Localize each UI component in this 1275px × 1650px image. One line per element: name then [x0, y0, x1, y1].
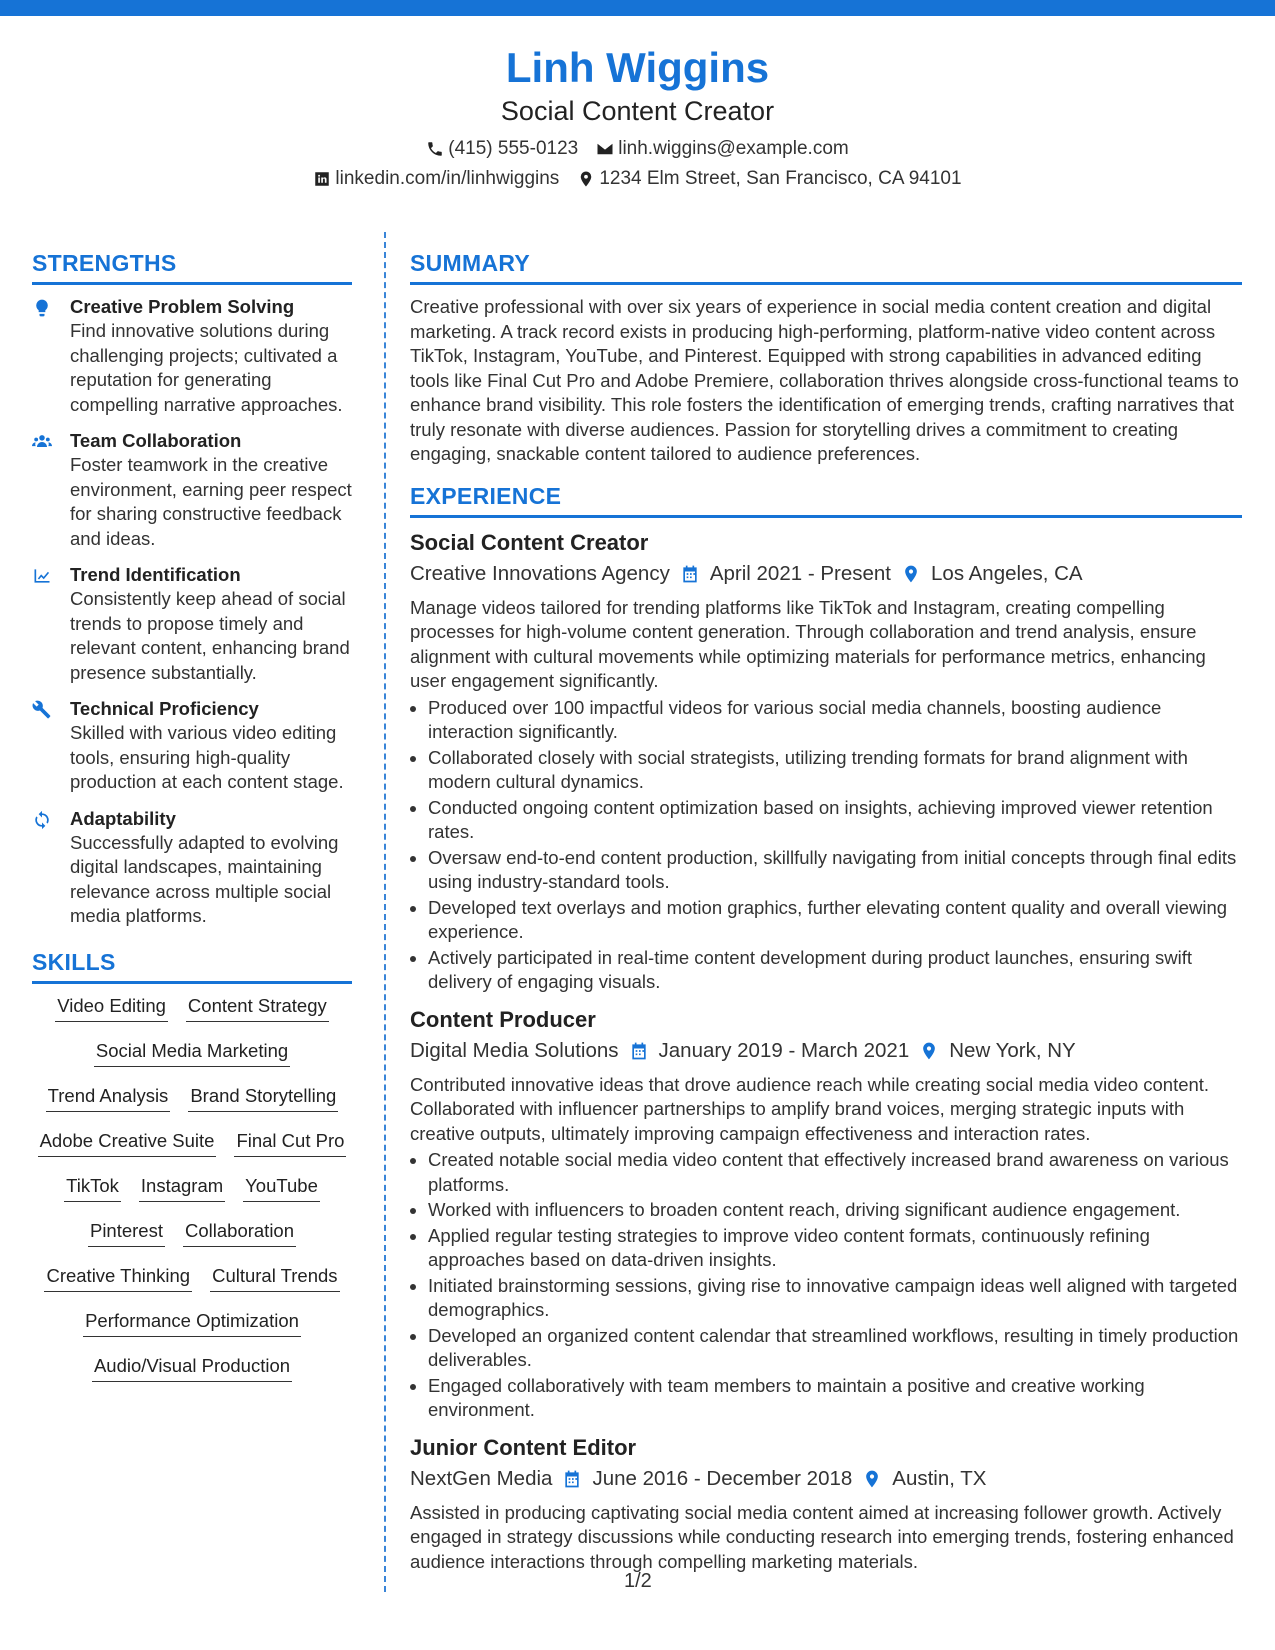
- lightbulb-icon: [32, 298, 52, 318]
- job-location: Austin, TX: [892, 1466, 987, 1490]
- calendar-icon: [562, 1469, 582, 1489]
- skills-heading: SKILLS: [32, 947, 352, 984]
- skill-tag: Social Media Marketing: [94, 1039, 290, 1067]
- bullet-item: • Worked with influencers to broaden content reach, driving significant audience engagement.: [428, 1198, 1242, 1223]
- skill-row: [32, 1039, 352, 1084]
- job-meta: [410, 1035, 1242, 1067]
- skill-tag: Collaboration: [183, 1219, 296, 1247]
- bullet-item: • Engaged collaboratively with team members to maintain a positive and creative working environment.: [428, 1374, 1242, 1423]
- job-entry: [410, 528, 1242, 995]
- bullet-item: • Conducted ongoing content optimization based on insights, achieving improved viewer retention rates.: [428, 796, 1242, 845]
- bullet-item: • Initiated brainstorming sessions, giving rise to innovative campaign ideas well aligned with targeted demographics.: [428, 1274, 1242, 1323]
- linkedin-item[interactable]: [313, 164, 559, 194]
- summary-heading: SUMMARY: [410, 248, 1242, 285]
- page-number: 1/2: [624, 1570, 652, 1592]
- skill-row: [32, 1084, 352, 1129]
- strengths-heading: STRENGTHS: [32, 248, 352, 285]
- phone-icon: [426, 140, 444, 158]
- bullet-item: • Developed an organized content calendar that streamlined workflows, resulting in timely production deliverables.: [428, 1324, 1242, 1373]
- skills-list: [32, 994, 352, 1399]
- map-pin-icon: [919, 1041, 939, 1061]
- strength-desc: Successfully adapted to evolving digital landscapes, maintaining relevance across multiple social media platforms.: [70, 831, 339, 926]
- strength-title: Team Collaboration: [70, 430, 242, 451]
- job-location: New York, NY: [949, 1038, 1076, 1062]
- skill-tag: Trend Analysis: [46, 1084, 171, 1112]
- left-column: [32, 248, 352, 1399]
- calendar-icon: [680, 564, 700, 584]
- strength-title: Technical Proficiency: [70, 698, 259, 719]
- skill-row: [32, 1219, 352, 1264]
- job-description: Contributed innovative ideas that drove audience reach while creating social media video content. Collaborated with influencer partnerships to amplify brand voices, merging strategic inputs with creative outputs, ultimately improving campaign effectiveness and interaction rates.: [410, 1073, 1210, 1144]
- job-dates: April 2021 - Present: [709, 561, 892, 585]
- contact-row-1: [0, 134, 1275, 164]
- experience-heading: EXPERIENCE: [410, 481, 1242, 518]
- bullet-item: • Actively participated in real-time content development during product launches, ensuring swift delivery of engaging visuals.: [428, 946, 1242, 995]
- linkedin-link[interactable]: linkedin.com/in/linhwiggins: [335, 168, 560, 189]
- job-dates: June 2016 - December 2018: [592, 1466, 853, 1490]
- map-pin-icon: [862, 1469, 882, 1489]
- job-description: Assisted in producing captivating social media content aimed at increasing follower growth. Actively engaged in strategy discussions while conducting research into emerging trends, fostering enhanced audience interactions through compelling marketing materials.: [410, 1501, 1234, 1572]
- column-divider: [384, 232, 386, 1592]
- skill-tag: Video Editing: [55, 994, 168, 1022]
- skill-row: [32, 1129, 352, 1174]
- skill-tag: Instagram: [139, 1174, 225, 1202]
- skill-tag: Pinterest: [88, 1219, 165, 1247]
- job-title: Junior Content Editor: [410, 1434, 637, 1460]
- job-company: Creative Innovations Agency: [410, 561, 670, 585]
- map-pin-icon: [901, 564, 921, 584]
- job-meta: [410, 558, 1242, 590]
- skill-tag: Brand Storytelling: [188, 1084, 338, 1112]
- skill-tag: Adobe Creative Suite: [38, 1129, 217, 1157]
- contact-row-2: [0, 164, 1275, 194]
- strength-item: [32, 807, 352, 929]
- bullet-item: • Collaborated closely with social strategists, utilizing trending formats for brand alignment with modern cultural dynamics.: [428, 746, 1242, 795]
- strength-item: [32, 563, 352, 685]
- candidate-role: Social Content Creator: [500, 96, 775, 126]
- map-pin-icon: [577, 170, 595, 188]
- strength-title: Trend Identification: [70, 564, 241, 585]
- skill-row: [32, 1354, 352, 1399]
- address-item: [577, 164, 961, 194]
- skill-tag: Cultural Trends: [210, 1264, 339, 1292]
- job-title: Social Content Creator: [410, 529, 649, 555]
- right-column: [410, 248, 1242, 1574]
- bullet-item: • Produced over 100 impactful videos for various social media channels, boosting audience interaction significantly.: [428, 696, 1242, 745]
- strength-desc: Find innovative solutions during challenging projects; cultivated a reputation for generating compelling narrative approaches.: [70, 320, 343, 415]
- email-link[interactable]: linh.wiggins@example.com: [618, 138, 849, 159]
- job-company: Digital Media Solutions: [410, 1038, 619, 1062]
- strength-title: Creative Problem Solving: [70, 296, 295, 317]
- skill-tag: Content Strategy: [186, 994, 329, 1022]
- skill-tag: Final Cut Pro: [234, 1129, 346, 1157]
- envelope-icon: [596, 140, 614, 158]
- skill-tag: Audio/Visual Production: [92, 1354, 292, 1382]
- skill-tag: Creative Thinking: [44, 1264, 192, 1292]
- calendar-icon: [629, 1041, 649, 1061]
- strength-item: [32, 697, 352, 795]
- phone-text: (415) 555-0123: [448, 138, 579, 159]
- skill-row: [32, 1174, 352, 1219]
- strength-desc: Consistently keep ahead of social trends to propose timely and relevant content, enhancing brand presence substantially.: [70, 588, 350, 683]
- job-entry: [410, 1005, 1242, 1423]
- job-entry: [410, 1433, 1242, 1575]
- skill-tag: YouTube: [243, 1174, 320, 1202]
- job-bullets: [410, 696, 1242, 995]
- skill-row: [32, 1309, 352, 1354]
- job-meta: [410, 1463, 1242, 1495]
- users-icon: [32, 432, 52, 452]
- job-location: Los Angeles, CA: [931, 561, 1083, 585]
- job-company: NextGen Media: [410, 1466, 553, 1490]
- phone-item: [426, 134, 578, 164]
- address-text: 1234 Elm Street, San Francisco, CA 94101: [599, 168, 962, 189]
- top-accent-bar: [0, 0, 1275, 16]
- strength-item: [32, 295, 352, 417]
- candidate-name: Linh Wiggins: [505, 44, 770, 91]
- bullet-item: • Oversaw end-to-end content production, skillfully navigating from initial concepts through final edits using industry-standard tools.: [428, 846, 1242, 895]
- bullet-item: • Developed text overlays and motion graphics, further elevating content quality and overall viewing experience.: [428, 896, 1242, 945]
- skill-tag: TikTok: [64, 1174, 121, 1202]
- sync-icon: [32, 810, 52, 830]
- job-dates: January 2019 - March 2021: [658, 1038, 910, 1062]
- job-bullets: [410, 1148, 1242, 1423]
- tools-icon: [32, 700, 52, 720]
- skill-tag: Performance Optimization: [83, 1309, 301, 1337]
- bullet-item: • Applied regular testing strategies to improve video content formats, continuously refining approaches based on data-driven insights.: [428, 1224, 1242, 1273]
- strength-desc: Foster teamwork in the creative environment, earning peer respect for sharing constructive feedback and ideas.: [70, 454, 352, 549]
- strength-item: [32, 429, 352, 551]
- trend-chart-icon: [32, 566, 52, 586]
- strength-title: Adaptability: [70, 807, 176, 829]
- linkedin-icon: [313, 170, 331, 188]
- summary-text: Creative professional with over six years of experience in social media content creation and digital marketing. A track record exists in producing high-performing, platform-native video content across TikTok, Instagram, YouTube, and Pinterest. Equipped with strong capabilities in advanced editing tools like Final Cut Pro and Adobe Premiere, collaboration thrives alongside cross-functional teams to enhance brand visibility. This role fosters the identification of emerging trends, crafting narratives that truly resonate with diverse audiences. Passion for storytelling drives a commitment to creating engaging, snackable content tailored to audience preferences.: [410, 296, 1239, 464]
- bullet-item: • Created notable social media video content that effectively increased brand awareness on various platforms.: [428, 1148, 1242, 1197]
- job-title: Content Producer: [410, 1006, 596, 1032]
- resume-header: [0, 40, 1275, 194]
- skill-row: [32, 1264, 352, 1309]
- email-item[interactable]: [596, 134, 849, 164]
- skill-row: [32, 994, 352, 1039]
- strength-desc: Skilled with various video editing tools, ensuring high-quality production at each content stage.: [70, 722, 344, 792]
- job-description: Manage videos tailored for trending platforms like TikTok and Instagram, creating compelling processes for high-volume content generation. Through collaboration and trend analysis, ensure alignment with cultural movements while optimizing materials for performance metrics, enhancing user engagement significantly.: [410, 596, 1206, 691]
